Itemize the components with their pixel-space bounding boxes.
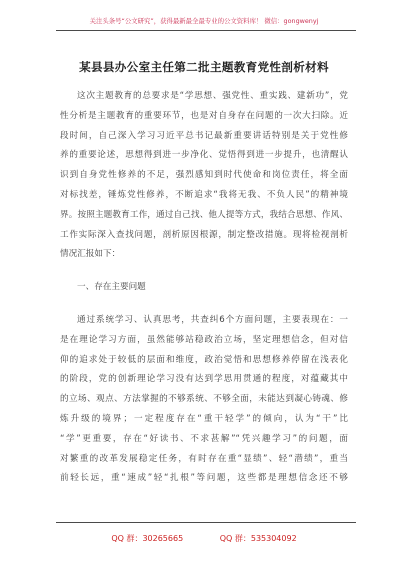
text-line: 这次主题教育的总要求是“学思想、强党性、重实践、建新功”，党: [77, 91, 348, 101]
document-body: [60, 87, 348, 489]
header-divider: [56, 30, 356, 31]
text-line: 通过系统学习、认真思考，共查纠6个方面问题，主要表现在：一: [77, 314, 348, 325]
footer-divider: [56, 522, 356, 523]
section-heading: 一、存在主要问题: [77, 282, 146, 293]
text-line: 对繁重的改革发展稳定任务，有时存在重“显绩”、轻“潜绩”，重当: [60, 453, 348, 464]
text-line: 的阶段，党的创新理论学习没有达到学思用贯通的程度，对蕴藏其中: [60, 374, 348, 385]
text-line: 情况汇报如下：: [60, 249, 121, 260]
text-line: 性分析是主题教育的重要环节，也是对自身存在问题的一次大扫除。近: [60, 110, 348, 121]
qq-group-2: QQ 群：535304092: [219, 534, 297, 543]
text-line: 前轻长远，重“速成”轻“扎根”等问题，这些都是理想信念还不够: [60, 473, 348, 484]
text-line: 对标找差，锤炼党性修养，不断追求“我将无我、不负人民”的精神境: [60, 189, 348, 200]
header-banner: 关注头条号“公文研究”，获得最新最全最专业的公文资料库！ 微信：gongwenyj: [89, 17, 319, 25]
text-line: 养的重要论述，思想得到进一步净化、觉悟得到进一步提升，也清醒认: [60, 150, 348, 161]
text-line: 段时间，自己深入学习习近平总书记最新重要讲话特别是关于党性修: [60, 130, 348, 141]
text-line: 工作实际深入查找问题，剖析原因根源，制定整改措施。现将检视剖析: [60, 229, 348, 240]
text-line: 界。按照主题教育工作，通过自己找、他人提等方式，我结合思想、作风、: [60, 209, 348, 220]
qq-group-1: QQ 群：30265665: [111, 534, 184, 543]
text-line: 识到自身党性修养的不足，强烈感知到时代使命和岗位责任，将全面: [60, 170, 348, 181]
paragraph-problems: [60, 311, 348, 489]
text-line: “学”更重要，存在“好读书、不求甚解”“凭兴趣学习”的问题，面: [60, 433, 348, 444]
text-line: 炼升级的境界；一定程度存在“重干轻学”的倾向，认为“干”比: [60, 413, 348, 424]
text-line: 仰的追求处于较低的层面和维度，政治觉悟和思想修养停留在浅表化: [60, 354, 348, 365]
paragraph-intro: [60, 87, 348, 265]
text-line: 的立场、观点、方法掌握的不够系统、不够全面，未能达到凝心铸魂、修: [60, 394, 348, 405]
text-line: 是在理论学习方面，虽然能够站稳政治立场，坚定理想信念，但对信: [60, 334, 348, 345]
footer-contacts: [0, 533, 408, 544]
document-title: 某县县办公室主任第二批主题教育党性剖析材料: [79, 60, 329, 74]
